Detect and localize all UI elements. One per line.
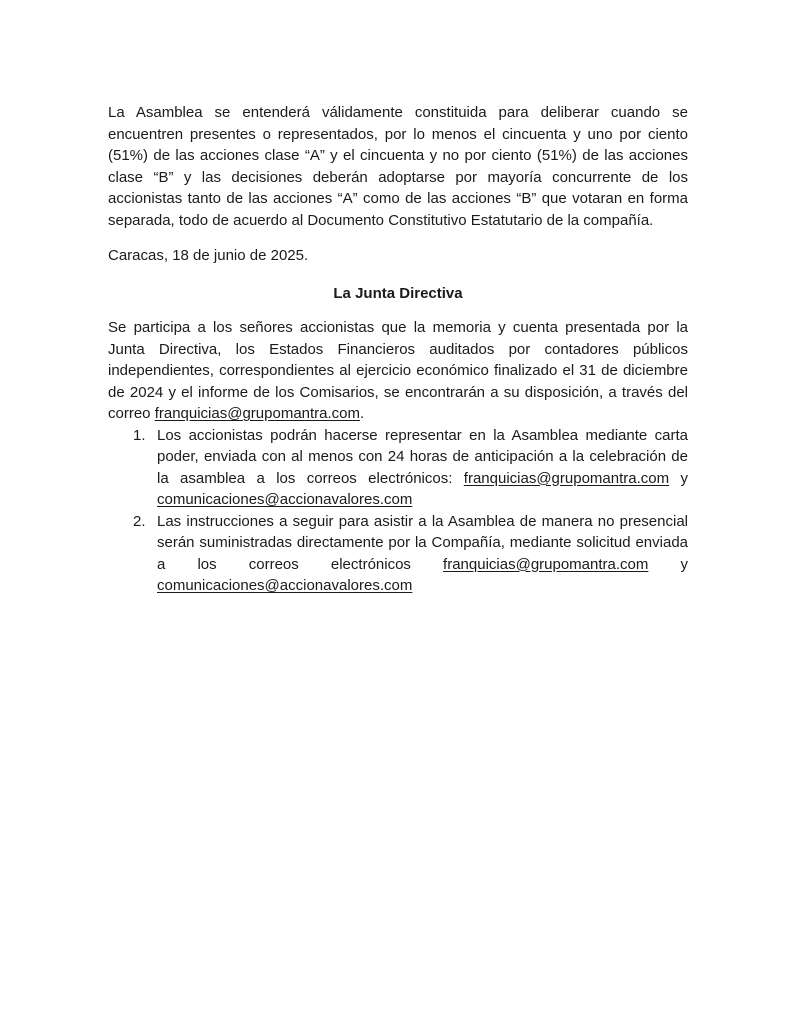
notice-text-period: . [360, 405, 365, 422]
list-item-1-conjunction: y [669, 469, 688, 487]
email-link-comunicaciones[interactable]: comunicaciones@accionavalores.com [157, 491, 413, 508]
opening-paragraph: La Asamblea se entenderá válidamente constituida para deliberar cuando se encuentren presentes o representados, por lo menos el cincuenta y uno por ciento (51%) de las acciones clase “A” y el cincuenta y no por ciento (51%) de las acciones clase “B” y las decisiones deberán adoptarse por mayoría concurrente de los accionistas tanto de las acciones “A” como de las acciones “B” que votaran en forma separada, todo de acuerdo al Documento Constitutivo Estatutario de la compañía. [108, 104, 688, 229]
list-item-2 [108, 511, 688, 597]
notice-paragraph [108, 317, 688, 425]
email-link-franquicias[interactable]: franquicias@grupomantra.com [463, 469, 670, 487]
list-item-1 [108, 425, 688, 511]
email-link-franquicias[interactable]: franquicias@grupomantra.com [443, 555, 649, 573]
numbered-list [108, 425, 688, 597]
notice-text: Se participa a los señores accionistas que la memoria y cuenta presentada por la Junta Directiva, los Estados Financieros auditados por contadores públicos independientes, correspondientes al ejercicio económico finalizado el 31 de diciembre de 2024 y el informe de los Comisarios, se encontrarán a su disposición, a través del correo [108, 319, 688, 422]
list-item-1-number: 1. [133, 426, 146, 444]
email-link-comunicaciones[interactable]: comunicaciones@accionavalores.com [157, 577, 413, 594]
email-link-franquicias[interactable]: franquicias@grupomantra.com [154, 405, 361, 422]
list-item-2-conjunction: y [648, 555, 688, 573]
heading-junta-directiva: La Junta Directiva [333, 284, 463, 302]
list-item-2-text: Las instrucciones a seguir para asistir a la Asamblea de manera no presencial serán suministradas directamente por la Compañía, mediante solicitud enviada a los correos electrónicos [157, 512, 688, 573]
list-item-1-text: Los accionistas podrán hacerse representar en la Asamblea mediante carta poder, enviada con al menos con 24 horas de anticipación a la celebración de la asamblea a los correos electrónicos: [157, 426, 688, 487]
dateline: Caracas, 18 de junio de 2025. [108, 247, 309, 264]
document-content [108, 0, 688, 597]
list-item-2-number: 2. [133, 512, 146, 530]
